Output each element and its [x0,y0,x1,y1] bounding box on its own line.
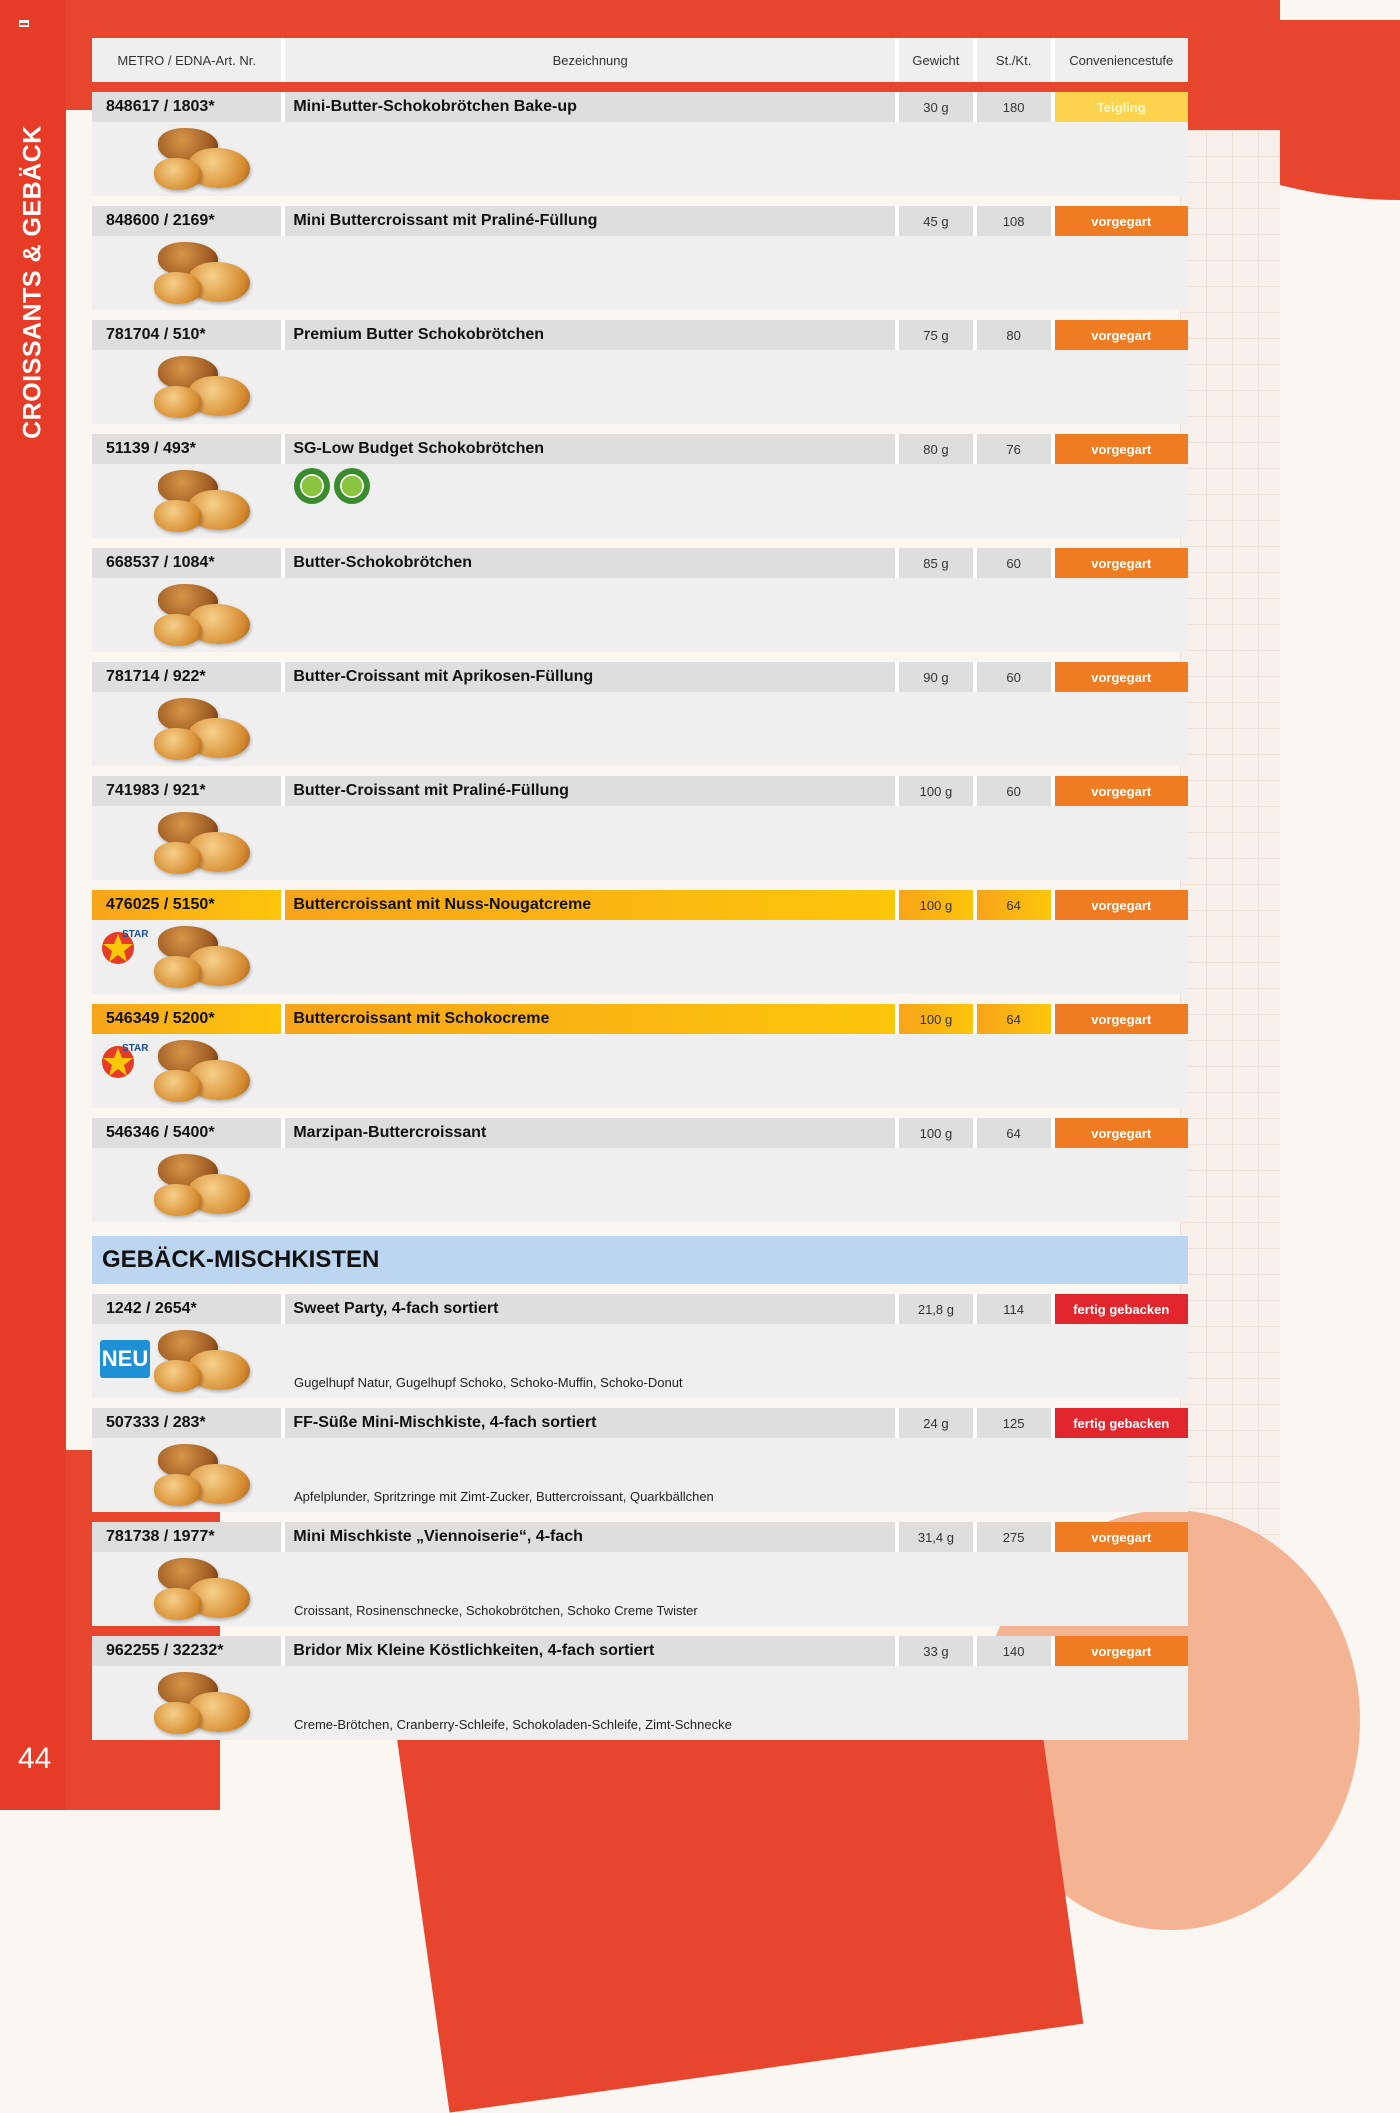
product-name: Mini Mischkiste „Viennoiserie“, 4-fach [285,1522,895,1552]
product-weight: 90 g [899,662,973,692]
row-body [92,806,1188,880]
row-header [92,548,1188,578]
header-count: St./Kt. [977,38,1051,82]
category-title: CROISSANTS & GEBÄCK [18,125,47,439]
table-row [92,320,1188,424]
row-body [92,1324,1188,1398]
row-header [92,1118,1188,1148]
product-name: Butter-Croissant mit Aprikosen-Füllung [285,662,895,692]
product-code: 546346 / 5400* [92,1118,281,1148]
product-description: Creme-Brötchen, Cranberry-Schleife, Schokoladen-Schleife, Zimt-Schnecke [294,1717,732,1732]
row-header [92,1408,1188,1438]
product-code: 668537 / 1084* [92,548,281,578]
convenience-stage-badge: fertig gebacken [1055,1294,1189,1324]
star-icon [98,1040,149,1080]
product-weight: 24 g [899,1408,973,1438]
product-weight: 100 g [899,1118,973,1148]
product-count: 64 [977,890,1051,920]
product-count: 140 [977,1636,1051,1666]
product-weight: 100 g [899,776,973,806]
row-body [92,578,1188,652]
sidebar [0,0,66,1810]
product-code: 507333 / 283* [92,1408,281,1438]
product-weight: 85 g [899,548,973,578]
product-count: 80 [977,320,1051,350]
product-count: 125 [977,1408,1051,1438]
row-body [92,1148,1188,1222]
eco-icon [294,468,330,504]
row-header [92,776,1188,806]
convenience-stage-badge: vorgegart [1055,776,1189,806]
row-header [92,206,1188,236]
product-count: 60 [977,548,1051,578]
product-count: 114 [977,1294,1051,1324]
table-row [92,206,1188,310]
badge-row [294,468,370,504]
row-body [92,1666,1188,1740]
product-weight: 21,8 g [899,1294,973,1324]
row-header [92,662,1188,692]
product-code: 848600 / 2169* [92,206,281,236]
new-badge: NEU [100,1340,150,1378]
row-body [92,1438,1188,1512]
product-image [154,956,202,988]
product-description: Gugelhupf Natur, Gugelhupf Schoko, Schoko-Muffin, Schoko-Donut [294,1375,683,1390]
product-image [154,614,202,646]
product-weight: 75 g [899,320,973,350]
table-row [92,776,1188,880]
product-code: 1242 / 2654* [92,1294,281,1324]
product-table [92,38,1188,1740]
product-code: 962255 / 32232* [92,1636,281,1666]
product-image [154,1474,202,1506]
row-header [92,320,1188,350]
convenience-stage-badge: vorgegart [1055,548,1189,578]
row-header [92,890,1188,920]
product-name: FF-Süße Mini-Mischkiste, 4-fach sortiert [285,1408,895,1438]
header-stage: Conveniencestufe [1055,38,1189,82]
row-body [92,464,1188,538]
product-count: 64 [977,1004,1051,1034]
table-row [92,1294,1188,1398]
product-code: 476025 / 5150* [92,890,281,920]
convenience-stage-badge: Teigling [1055,92,1189,122]
product-name: Butter-Croissant mit Praliné-Füllung [285,776,895,806]
convenience-stage-badge: vorgegart [1055,320,1189,350]
row-header [92,1522,1188,1552]
convenience-stage-badge: vorgegart [1055,1004,1189,1034]
row-body [92,920,1188,994]
convenience-stage-badge: vorgegart [1055,206,1189,236]
product-name: Premium Butter Schokobrötchen [285,320,895,350]
product-count: 64 [977,1118,1051,1148]
section-title: GEBÄCK-MISCHKISTEN [92,1236,1188,1284]
table-row [92,1408,1188,1512]
table-header [92,38,1188,82]
product-image [154,158,202,190]
convenience-stage-badge: vorgegart [1055,1636,1189,1666]
table-row [92,1522,1188,1626]
flag-icon [19,20,29,27]
product-name: Butter-Schokobrötchen [285,548,895,578]
product-name: Mini-Butter-Schokobrötchen Bake-up [285,92,895,122]
product-weight: 33 g [899,1636,973,1666]
product-name: Sweet Party, 4-fach sortiert [285,1294,895,1324]
product-image [154,1360,202,1392]
product-code: 546349 / 5200* [92,1004,281,1034]
header-name: Bezeichnung [285,38,895,82]
product-weight: 45 g [899,206,973,236]
convenience-stage-badge: vorgegart [1055,1118,1189,1148]
convenience-stage-badge: fertig gebacken [1055,1408,1189,1438]
row-body [92,350,1188,424]
star-label: STAR [122,1043,149,1054]
row-body [92,1552,1188,1626]
table-row [92,1004,1188,1108]
table-row [92,92,1188,196]
product-code: 51139 / 493* [92,434,281,464]
table-row [92,890,1188,994]
page-number: 44 [18,1742,52,1775]
product-count: 60 [977,776,1051,806]
table-row [92,1636,1188,1740]
product-weight: 100 g [899,890,973,920]
row-header [92,1294,1188,1324]
row-header [92,92,1188,122]
product-image [154,1184,202,1216]
product-count: 275 [977,1522,1051,1552]
product-description: Croissant, Rosinenschnecke, Schokobrötchen, Schoko Creme Twister [294,1603,698,1618]
convenience-stage-badge: vorgegart [1055,1522,1189,1552]
product-name: Marzipan-Buttercroissant [285,1118,895,1148]
product-image [154,842,202,874]
product-code: 741983 / 921* [92,776,281,806]
product-count: 60 [977,662,1051,692]
eco-icon [334,468,370,504]
product-code: 781704 / 510* [92,320,281,350]
table-row [92,434,1188,538]
product-weight: 100 g [899,1004,973,1034]
product-name: SG-Low Budget Schokobrötchen [285,434,895,464]
product-image [154,1588,202,1620]
product-description: Apfelplunder, Spritzringe mit Zimt-Zucker, Buttercroissant, Quarkbällchen [294,1489,714,1504]
row-body [92,692,1188,766]
header-weight: Gewicht [899,38,973,82]
product-weight: 80 g [899,434,973,464]
product-name: Buttercroissant mit Nuss-Nougatcreme [285,890,895,920]
product-image [154,500,202,532]
product-name: Mini Buttercroissant mit Praliné-Füllung [285,206,895,236]
convenience-stage-badge: vorgegart [1055,890,1189,920]
product-count: 180 [977,92,1051,122]
product-image [154,272,202,304]
row-body [92,122,1188,196]
product-image [154,1702,202,1734]
product-code: 781714 / 922* [92,662,281,692]
row-header [92,1636,1188,1666]
table-row [92,662,1188,766]
row-header [92,1004,1188,1034]
mix-box-rows [92,1294,1188,1740]
product-count: 76 [977,434,1051,464]
convenience-stage-badge: vorgegart [1055,434,1189,464]
product-count: 108 [977,206,1051,236]
product-image [154,386,202,418]
product-image [154,728,202,760]
product-rows [92,92,1188,1222]
product-code: 848617 / 1803* [92,92,281,122]
product-code: 781738 / 1977* [92,1522,281,1552]
table-row [92,548,1188,652]
header-code: METRO / EDNA-Art. Nr. [92,38,281,82]
row-body [92,1034,1188,1108]
product-weight: 31,4 g [899,1522,973,1552]
convenience-stage-badge: vorgegart [1055,662,1189,692]
row-body [92,236,1188,310]
table-row [92,1118,1188,1222]
product-image [154,1070,202,1102]
star-icon [98,926,149,966]
product-name: Buttercroissant mit Schokocreme [285,1004,895,1034]
product-name: Bridor Mix Kleine Köstlichkeiten, 4-fach sortiert [285,1636,895,1666]
row-header [92,434,1188,464]
star-label: STAR [122,929,149,940]
product-weight: 30 g [899,92,973,122]
